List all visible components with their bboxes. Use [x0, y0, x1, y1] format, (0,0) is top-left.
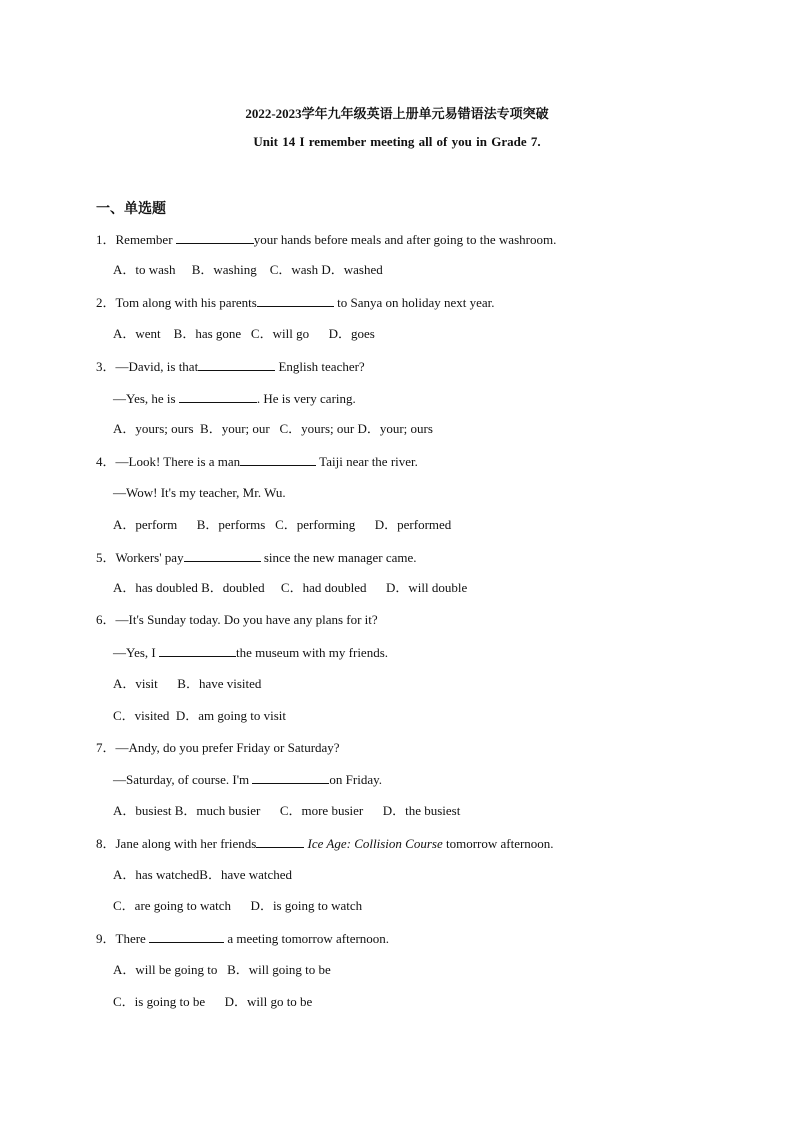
answer-blank[interactable] [176, 231, 254, 244]
question-3-options: A．yours; ours B．your; our C．yours; our D．your; ours [113, 421, 433, 436]
section-title: 一、单选题 [96, 202, 166, 217]
page-subtitle: Unit 14 I remember meeting all of you in Grade 7. [253, 134, 541, 149]
question-6-reply: —Yes, I the museum with my friends. [113, 645, 389, 660]
question-2-stem: 2．Tom along with his parents to Sanya on holiday next year. [96, 295, 495, 310]
question-7-stem: 7．—Andy, do you prefer Friday or Saturday? [96, 740, 340, 755]
page-title: 2022-2023学年九年级英语上册单元易错语法专项突破 [245, 106, 549, 121]
question-9-options-row-1: A．will be going to B．will going to be [113, 962, 331, 977]
question-5-stem: 5．Workers' pay since the new manager came. [96, 550, 417, 565]
question-6-options-row-1: A．visit B．have visited [113, 676, 262, 691]
question-7-reply: —Saturday, of course. I'm on Friday. [113, 772, 383, 787]
question-5-options: A．has doubled B．doubled C．had doubled D．will double [113, 580, 468, 595]
question-9-stem: 9．There a meeting tomorrow afternoon. [96, 931, 390, 946]
question-9-options-row-2: C．is going to be D．will go to be [113, 994, 313, 1009]
question-4-options: A．perform B．performs C．performing D．performed [113, 517, 452, 532]
answer-blank[interactable] [149, 930, 224, 943]
question-8-stem: 8．Jane along with her friends Ice Age: Collision Course tomorrow afternoon. [96, 836, 554, 851]
answer-blank[interactable] [184, 549, 261, 562]
answer-blank[interactable] [198, 358, 275, 371]
question-1-stem: 1．Remember your hands before meals and after going to the washroom. [96, 232, 557, 247]
question-8-options-row-2: C．are going to watch D．is going to watch [113, 898, 363, 913]
answer-blank[interactable] [256, 835, 304, 848]
question-4-stem: 4．—Look! There is a man Taiji near the river. [96, 454, 418, 469]
question-6-options-row-2: C．visited D．am going to visit [113, 708, 286, 723]
question-6-stem: 6．—It's Sunday today. Do you have any plans for it? [96, 612, 378, 627]
question-3-reply: —Yes, he is . He is very caring. [113, 391, 356, 406]
answer-blank[interactable] [252, 771, 329, 784]
question-4-reply: —Wow! It's my teacher, Mr. Wu. [113, 485, 286, 500]
question-7-options: A．busiest B．much busier C．more busier D．the busiest [113, 803, 461, 818]
question-1-options: A．to wash B．washing C．wash D．washed [113, 262, 383, 277]
question-8-options-row-1: A．has watchedB．have watched [113, 867, 293, 882]
answer-blank[interactable] [240, 453, 316, 466]
question-3-stem: 3．—David, is that English teacher? [96, 359, 365, 374]
answer-blank[interactable] [179, 390, 257, 403]
question-2-options: A．went B．has gone C．will go D．goes [113, 326, 375, 341]
answer-blank[interactable] [159, 644, 236, 657]
answer-blank[interactable] [257, 294, 334, 307]
